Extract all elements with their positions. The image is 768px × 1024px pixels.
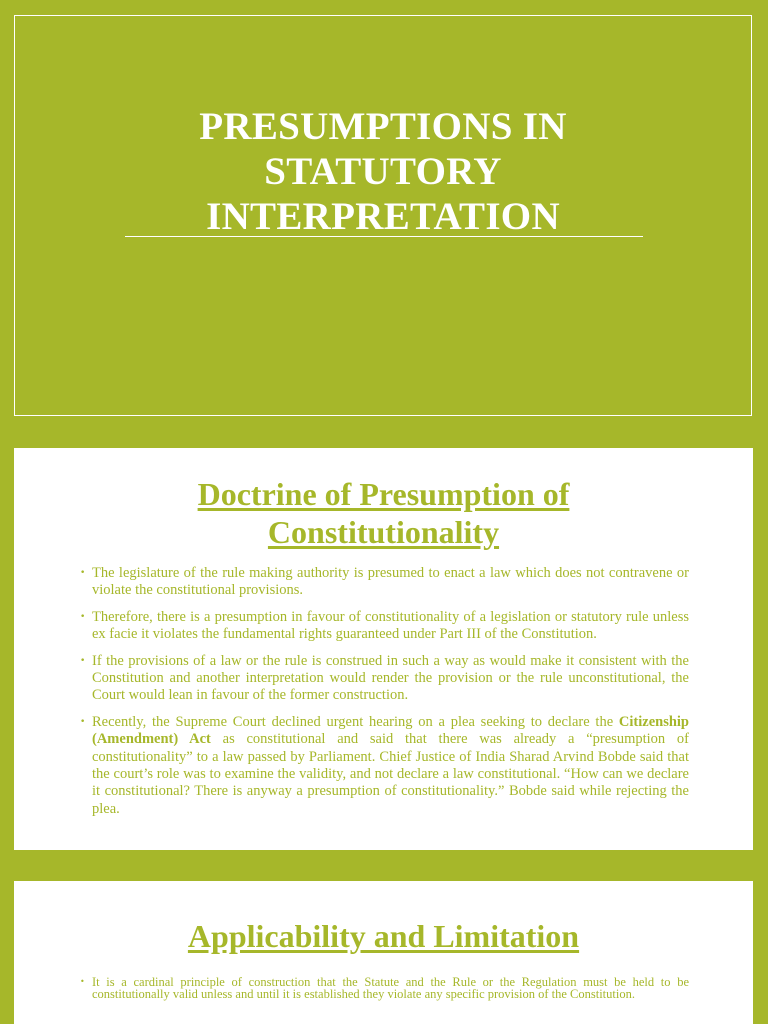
doctrine-slide [14,448,753,850]
bullet-icon: • [80,977,85,986]
list-item [80,565,689,600]
bullet-icon: • [80,611,86,622]
doctrine-bullet-list [80,565,689,827]
bullet-text: Therefore, there is a presumption in favour of constitutionality of a legislation or statutory rule unless ex facie it violates the fundamental rights guaranteed under Part III of the Constitution. [92,608,689,643]
list-item [80,714,689,818]
bullet-icon: • [80,716,86,727]
doctrine-heading [14,475,753,551]
bullet-icon: • [80,568,86,578]
bullet-text: It is a cardinal principle of construction that the Statute and the Rule or the Regulation must be held to be constitutionally valid unless and until it is established they violate any specific provision of the Constitution. [92,975,689,1002]
applicability-slide [14,881,753,1024]
list-item [80,609,689,644]
act-name: Citizenship (Amendment) Act [92,713,689,748]
title-underline [125,236,643,237]
applicability-heading: Applicability and Limitation [187,918,580,954]
title-slide [14,15,752,416]
bullet-text-before: Recently, the Supreme Court declined urgent hearing on a plea seeking to declare the [92,713,619,730]
bullet-text: If the provisions of a law or the rule is construed in such a way as would make it consistent with the Constitution and another interpretation would render the provision or the rule unconstitutional, the Court would lean in favour of the former construction. [92,652,689,704]
title-line: INTERPRETATION [206,195,560,238]
list-item [80,976,689,1000]
bullet-text-after: as constitutional and said that there was already a “presumption of constitutionality” to a law passed by Parliament. Chief Justice of India Sharad Arvind Bobde said that the court’s role was to examine the validity, and not declare a law constitutional. “How can we declare it constitutional? There is anyway a presumption of constitutionality.” Bobde said while rejecting the plea. [92,731,689,817]
title-line: STATUTORY [264,150,502,193]
title-line: PRESUMPTIONS IN [199,105,567,148]
bullet-icon: • [80,655,86,666]
applicability-bullet-list [80,976,689,1000]
heading-line: Constitutionality [267,514,500,550]
heading-line: Doctrine of Presumption of [197,476,570,512]
list-item [80,653,689,705]
bullet-text: The legislature of the rule making authority is presumed to enact a law which does not contravene or violate the constitutional provisions. [92,565,689,599]
slide-title [15,104,751,239]
